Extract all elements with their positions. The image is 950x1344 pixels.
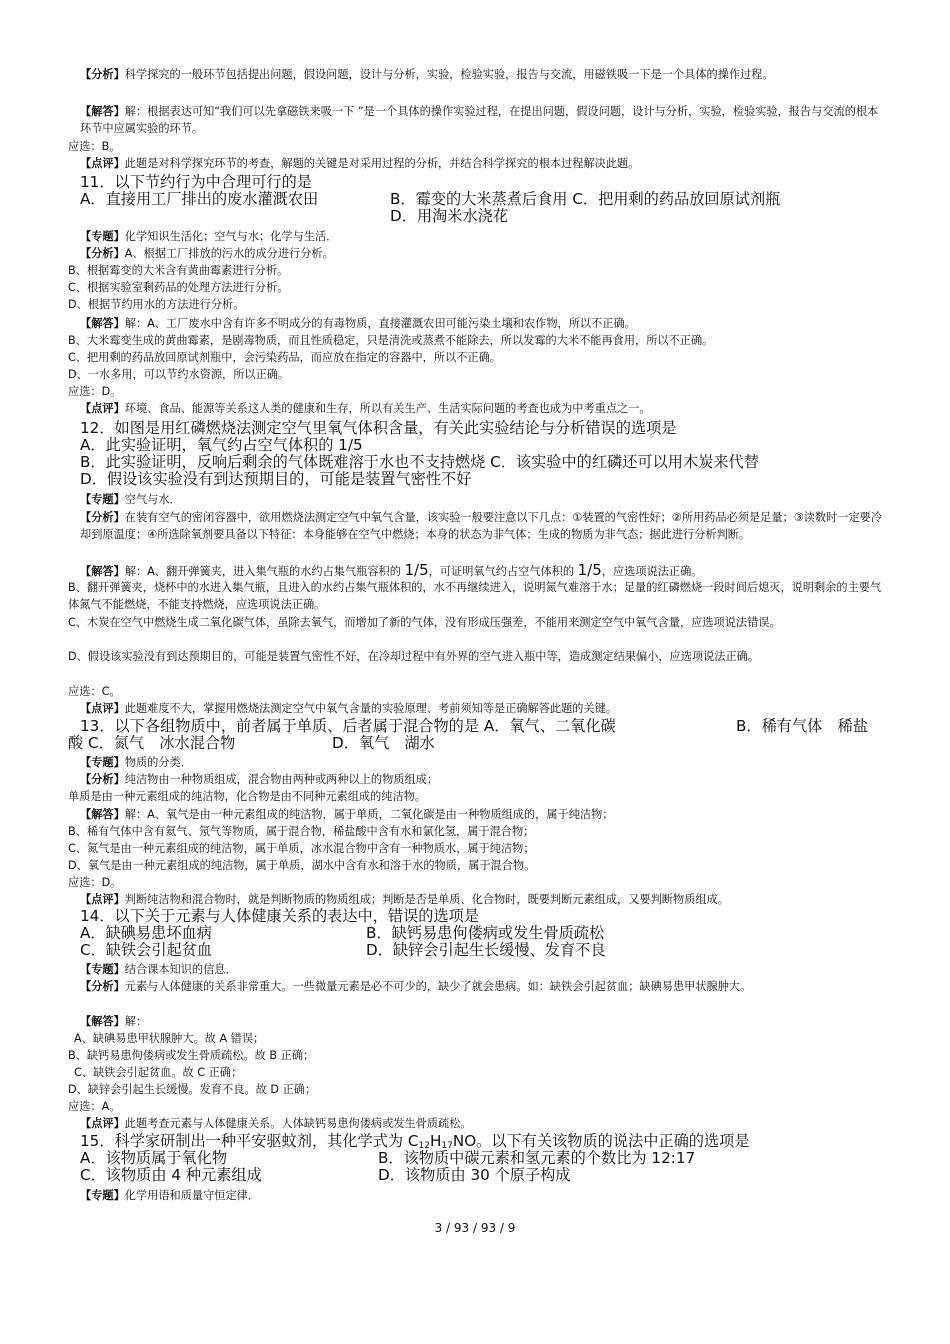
q14-choice: 应选：A。: [68, 1100, 121, 1113]
q11-answer-d: D、一水多用，可以节约水资源，所以正确。: [68, 368, 290, 381]
q15-option-d: D．该物质由 30 个原子构成: [378, 1166, 571, 1184]
q11-analysis: 【分析】A、根据工厂排放的污水的成分进行分析。: [80, 247, 334, 260]
q13-choice: 应选：D。: [68, 876, 122, 889]
q13-answer-d: D、氧气是由一种元素组成的纯洁物，属于单质，湖水中含有水和溶于水的物质，属于混合物。: [68, 859, 536, 872]
q14-option-a: A．缺碘易患坏血病: [80, 924, 212, 942]
q14-answer-b: B、缺钙易患佝偻病或发生骨质疏松。故 B 正确；: [68, 1049, 315, 1062]
q15-option-c: C．该物质由 4 种元素组成: [80, 1166, 262, 1184]
q15-stem: 15．科学家研制出一种平安驱蚊剂，其化学式为 $C_{12}H_{17}NO$。以下有关该物质的说法中正确的选项是: [80, 1132, 750, 1151]
q14-comment: 【点评】此题考查元素与人体健康关系。人体缺钙易患佝偻病或发生骨质疏松。: [80, 1117, 472, 1130]
q14-answer-c: C、缺铁会引起贫血。故 C 正确；: [74, 1066, 243, 1079]
q14-analysis: 【分析】元素与人体健康的关系非常重大。一些微量元素是必不可少的，缺少了就会患病。如：缺铁会引起贫血；缺碘易患甲状腺肿大。: [80, 980, 752, 993]
q14-answer: 【解答】解：: [80, 1015, 148, 1028]
q10-choice: 应选：B。: [68, 140, 121, 153]
q13-answer-b: B、稀有气体中含有氦气、氖气等物质，属于混合物，稀盐酸中含有水和氯化氢，属于混合物；: [68, 825, 535, 838]
page-number: 3 / 93 / 93 / 9: [434, 1221, 516, 1235]
q12-option-d: D．假设该实验没有到达预期目的，可能是装置气密性不好: [80, 470, 472, 488]
q15-option-a: A．该物质属于氧化物: [80, 1149, 228, 1167]
q12-answer-c: C、木炭在空气中燃烧生成二氧化碳气体，虽除去氧气，而增加了新的气体，没有形成压强差，不能用来测定空气中氧气含量，应选项说法错误。: [68, 616, 781, 629]
q12-answer-b: B、翻开弹簧夹，烧杯中的水进入集气瓶，且进入的水约占集气瓶体积的，水不再继续进入，说明氮气难溶于水；足量的红磷燃烧一段时间后熄灭，说明剩余的主要气体氮气不能燃烧，不能支持燃烧，应选项说法正确。: [68, 581, 882, 612]
q14-option-c: C．缺铁会引起贫血: [80, 941, 213, 959]
q11-option-a: A．直接用工厂排出的废水灌溉农田: [80, 190, 319, 208]
q13-topic: 【专题】物质的分类．: [80, 756, 192, 769]
q12-answer-d: D、假设该实验没有到达预期目的，可能是装置气密性不好，在冷却过程中有外界的空气进入瓶中等，造成测定结果偏小，应选项说法正确。: [68, 650, 760, 663]
q13-analysis: 【分析】纯洁物由一种物质组成，混合物由两种或两种以上的物质组成；: [80, 773, 439, 786]
q13-comment: 【点评】判断纯洁物和混合物时，就是判断物质的物质组成；判断是否是单质、化合物时，既要判断元素组成，又要判断物质组成。: [80, 893, 729, 906]
q12-analysis: 【分析】在装有空气的密闭容器中，欲用燃烧法测定空气中氧气含量，该实验一般要注意以下几点：①装置的气密性好；②所用药品必须是足量；③读数时一定要冷却到原温度；④所选除氧剂要具备以下特征：本身能够在空气中燃烧；本身的状态为非气体；生成的物质为非气态；据此进行分析判断。: [80, 511, 883, 542]
q12-option-a: A．此实验证明，氧气约占空气体积的 1/5: [80, 436, 363, 454]
q11-stem: 11．以下节约行为中合理可行的是: [80, 173, 312, 191]
q11-topic: 【专题】化学知识生活化；空气与水；化学与生活．: [80, 230, 338, 243]
q10-analysis: 【分析】科学探究的一般环节包括提出问题，假设问题，设计与分析，实验，检验实验，报告与交流，用磁铁吸一下是一个具体的操作过程。: [80, 68, 774, 81]
q13-stem-line1: 13．以下各组物质中，前者属于单质、后者属于混合物的是 A．氧气、二氧化碳: [80, 717, 616, 735]
q12-choice: 应选：C。: [68, 685, 121, 698]
q13-option-b: B．稀有气体 稀盐: [736, 717, 868, 735]
q13-answer-c: C、氮气是由一种元素组成的纯洁物，属于单质，冰水混合物中含有一种物质水，属于纯洁物；: [68, 842, 535, 855]
q12-option-bc: B．此实验证明，反响后剩余的气体既难溶于水也不支持燃烧 C．该实验中的红磷还可以用木炭来代替: [80, 453, 759, 471]
q11-analysis-b: B、根据霉变的大米含有黄曲霉素进行分析。: [68, 264, 289, 277]
q11-option-d: D．用淘米水浇花: [390, 207, 509, 225]
q14-stem: 14．以下关于元素与人体健康关系的表达中，错误的选项是: [80, 907, 480, 925]
q13-option-d: D．氧气 湖水: [332, 734, 435, 752]
q11-answer-b: B、大米霉变生成的黄曲霉素，是剧毒物质，而且性质稳定，只是清洗或蒸煮不能除去，所以发霉的大米不能再食用，所以不正确。: [68, 334, 714, 347]
q10-comment: 【点评】此题是对科学探究环节的考查，解题的关键是对采用过程的分析，并结合科学探究的根本过程解决此题。: [80, 157, 640, 170]
q12-answer: 【解答】解：A、翻开弹簧夹，进入集气瓶的水约占集气瓶容积的 1/5，可证明氧气约占空气体积的 1/5，应选项说法正确。: [80, 561, 703, 579]
q14-topic: 【专题】结合课本知识的信息．: [80, 963, 237, 976]
q11-option-bc: B．霉变的大米蒸煮后食用 C．把用剩的药品放回原试剂瓶: [390, 190, 781, 208]
q11-answer-c: C、把用剩的药品放回原试剂瓶中，会污染药品，而应放在指定的容器中，所以不正确。: [68, 351, 501, 364]
q11-choice: 应选：D。: [68, 385, 122, 398]
q14-option-d: D．缺锌会引起生长缓慢、发育不良: [366, 941, 606, 959]
q15-topic: 【专题】化学用语和质量守恒定律．: [80, 1189, 260, 1202]
q11-comment: 【点评】环境、食品、能源等关系这人类的健康和生存，所以有关生产、生活实际问题的考查也成为中考重点之一。: [80, 402, 651, 415]
q11-analysis-c: C、根据实验室剩药品的处理方法进行分析。: [68, 281, 289, 294]
q14-option-b: B．缺钙易患佝偻病或发生骨质疏松: [366, 924, 605, 942]
q13-analysis-2: 单质是由一种元素组成的纯洁物，化合物是由不同种元素组成的纯洁物。: [68, 790, 427, 803]
q15-option-b: B．该物质中碳元素和氢元素的个数比为 12:17: [378, 1149, 696, 1167]
q14-answer-a: A、缺碘易患甲状腺肿大。故 A 错误；: [74, 1032, 265, 1045]
q12-comment: 【点评】此题难度不大，掌握用燃烧法测定空气中氧气含量的实验原理、考前须知等是正确解答此题的关键。: [80, 702, 618, 715]
q12-stem: 12．如图是用红磷燃烧法测定空气里氧气体积含量，有关此实验结论与分析错误的选项是: [80, 419, 677, 437]
q10-answer: 【解答】解：根据表达可知“我们可以先拿磁铁来吸一下 ”是一个具体的操作实验过程，在提出问题，假设问题，设计与分析，实验，检验实验，报告与交流的根本环节中应属实验的环节。: [80, 105, 879, 136]
q11-analysis-d: D、根据节约用水的方法进行分析。: [68, 298, 245, 311]
q14-answer-d: D、缺锌会引起生长缓慢。发育不良。故 D 正确；: [68, 1083, 317, 1096]
q11-answer: 【解答】解：A、工厂废水中含有许多不明成分的有毒物质，直接灌溉农田可能污染土壤和农作物，所以不正确。: [80, 317, 636, 330]
q13-stem-line2: 酸 C．氮气 冰水混合物: [68, 734, 236, 752]
q13-answer: 【解答】解：A、氧气是由一种元素组成的纯洁物，属于单质，二氧化碳是由一种物质组成的，属于纯洁物；: [80, 808, 614, 821]
q12-topic: 【专题】空气与水．: [80, 493, 181, 506]
